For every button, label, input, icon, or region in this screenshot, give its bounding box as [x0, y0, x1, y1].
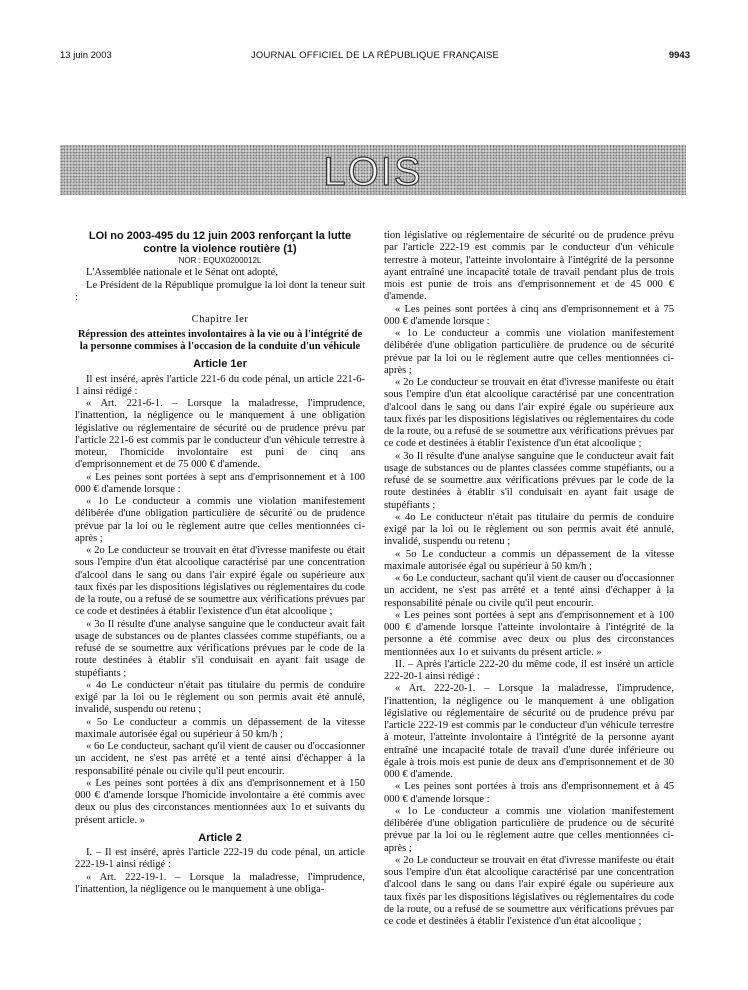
body-paragraph: « Art. 222-19-1. – Lorsque la maladresse, l'imprudence, l'inattention, la négligence ou le manquement à une obliga-: [75, 871, 365, 895]
page-header: [60, 50, 690, 64]
body-paragraph: « 2o Le conducteur se trouvait en état d'ivresse manifeste ou était sous l'empire d'un état alcoolique caractérisé par une concentration d'alcool dans le sang ou dans l'air expiré égale ou supérieure aux taux fixés par les dispositions législatives ou réglementaires du code de la route, ou a refusé de se soumettre aux vérifications prévues par ce code et destinées à établir l'existence d'un état alcoolique ;: [384, 377, 674, 450]
section-banner-label: LOIS: [323, 150, 423, 194]
column-left: [75, 230, 365, 896]
nor-reference: NOR : EQUX0200012L: [178, 256, 262, 265]
body-paragraph: Il est inséré, après l'article 221-6 du code pénal, un article 221-6-1 ainsi rédigé :: [75, 373, 365, 397]
journal-title: JOURNAL OFFICIEL DE LA RÉPUBLIQUE FRANÇAISE: [250, 50, 500, 61]
body-paragraph: « Les peines sont portées à cinq ans d'emprisonnement et à 75 000 € d'amende lorsque :: [384, 303, 674, 327]
body-paragraph: « 4o Le conducteur n'était pas titulaire du permis de conduire exigé par la loi ou le règlement ou son permis avait été annulé, invalidé, suspendu ou retenu ;: [75, 679, 365, 716]
chapter-label: Chapitre Ier: [191, 314, 249, 325]
body-paragraph: « Les peines sont portées à dix ans d'emprisonnement et à 150 000 € d'amende lorsque l'homicide involontaire a été commis avec deux ou plus des circonstances mentionnées aux 1o et suivants du présent article. »: [75, 777, 365, 826]
body-paragraph: I. – Il est inséré, après l'article 222-19 du code pénal, un article 222-19-1 ainsi rédigé :: [75, 847, 365, 871]
body-paragraph: « 1o Le conducteur a commis une violation manifestement délibérée d'une obligation particulière de prudence ou de sécurité prévue par la loi ou le règlement autre que celles mentionnées ci-après ;: [384, 805, 674, 854]
body-paragraph: « 2o Le conducteur se trouvait en état d'ivresse manifeste ou était sous l'empire d'un état alcoolique caractérisé par une concentration d'alcool dans le sang ou dans l'air expiré égale ou supérieure aux taux fixés par les dispositions législatives ou réglementaires du code de la route, ou a refusé de se soumettre aux vérifications prévues par ce code et destinées à établir l'existence d'un état alcoolique ;: [384, 854, 674, 927]
body-paragraph: « Les peines sont portées à trois ans d'emprisonnement et à 45 000 € d'amende lorsque :: [384, 781, 674, 805]
preamble-paragraph: Le Président de la République promulgue la loi dont la teneur suit :: [75, 279, 365, 303]
column-right: [384, 230, 674, 928]
body-paragraph: « 1o Le conducteur a commis une violation manifestement délibérée d'une obligation particulière de prudence ou de sécurité prévue par la loi ou le règlement autre que celles mentionnées ci-après ;: [384, 328, 674, 376]
body-paragraph: « Les peines sont portées à sept ans d'emprisonnement et à 100 000 € d'amende lorsque l'atteinte involontaire à l'intégrité de la personne a été commise avec deux ou plus des circonstances mentionnées aux 1o et suivants du présent article. »: [384, 609, 674, 658]
body-paragraph: « 3o Il résulte d'une analyse sanguine que le conducteur avait fait usage de substances ou de plantes classées comme stupéfiants, ou a refusé de se soumettre aux vérifications prévues par le code de la route destinées à établir s'il conduisait en ayant fait usage de stupéfiants ;: [75, 618, 365, 679]
body-paragraph: « Art. 222-20-1. – Lorsque la maladresse, l'imprudence, l'inattention, la négligence ou le manquement à une obligation législative ou réglementaire de sécurité ou de prudence prévu par l'article 222-19 est commis par le conducteur d'un véhicule terrestre à moteur, l'atteinte involontaire à l'intégrité de la personne ayant entraîné une incapacité totale de travail d'une durée inférieure ou égale à trois mois est punie de deux ans d'emprisonnement et de 30 000 € d'amende.: [384, 683, 674, 780]
body-paragraph: « 5o Le conducteur a commis un dépassement de la vitesse maximale autorisée égal ou supérieur à 50 km/h ;: [384, 548, 674, 572]
preamble-paragraph: L'Assemblée nationale et le Sénat ont adopté,: [86, 267, 278, 279]
body-paragraph: « 6o Le conducteur, sachant qu'il vient de causer ou d'occasionner un accident, ne s'est pas arrêté et a tenté ainsi d'échapper à la responsabilité pénale ou civile qu'il peut encourir.: [384, 573, 674, 609]
article-heading: Article 2: [198, 831, 242, 844]
chapter-title: Répression des atteintes involontaires à la vie ou à l'intégrité de la personne commises à l'occasion de la conduite d'un véhicule: [77, 329, 363, 353]
body-paragraph: « Les peines sont portées à sept ans d'emprisonnement et à 100 000 € d'amende lorsque :: [75, 471, 365, 495]
article-heading: Article 1er: [193, 358, 247, 371]
body-paragraph: « 2o Le conducteur se trouvait en état d'ivresse manifeste ou était sous l'empire d'un état alcoolique caractérisé par une concentration d'alcool dans le sang ou dans l'air expiré égale ou supérieure aux taux fixés par les dispositions législatives ou réglementaires du code de la route, ou a refusé de se soumettre aux vérifications prévues par ce code et destinées à établir l'existence d'un état alcoolique ;: [75, 545, 365, 618]
body-paragraph: « 4o Le conducteur n'était pas titulaire du permis de conduire exigé par la loi ou le règlement ou son permis avait été annulé, invalidé, suspendu ou retenu ;: [384, 511, 674, 548]
page-number: 9943: [668, 50, 690, 61]
section-banner: [60, 145, 686, 195]
body-paragraph: « 5o Le conducteur a commis un dépassement de la vitesse maximale autorisée égal ou supérieur à 50 km/h ;: [75, 716, 365, 740]
law-title: LOI no 2003-495 du 12 juin 2003 renforçant la lutte contre la violence routière (1): [88, 230, 352, 255]
body-paragraph: « Art. 221-6-1. – Lorsque la maladresse, l'imprudence, l'inattention, la négligence ou le manquement à une obligation législative ou réglementaire de sécurité ou de prudence prévu par l'article 221-6 est commis par le conducteur d'un véhicule terrestre à moteur, l'homicide involontaire est puni de cinq ans d'emprisonnement et de 75 000 € d'amende.: [75, 398, 365, 471]
body-paragraph: II. – Après l'article 222-20 du même code, il est inséré un article 222-20-1 ainsi rédigé :: [384, 658, 674, 682]
body-paragraph: « 6o Le conducteur, sachant qu'il vient de causer ou d'occasionner un accident, ne s'est pas arrêté et a tenté ainsi d'échapper à la responsabilité pénale ou civile qu'il peut encourir.: [75, 741, 365, 777]
body-paragraph: « 1o Le conducteur a commis une violation manifestement délibérée d'une obligation particulière de sécurité ou de prudence prévue par la loi ou le règlement autre que celles mentionnées ci-après ;: [75, 496, 365, 544]
header-date: 13 juin 2003: [60, 50, 112, 61]
body-paragraph: tion législative ou réglementaire de sécurité ou de prudence prévu par l'article 222-19 est commis par le conducteur d'un véhicule terrestre à moteur, l'atteinte involontaire à l'intégrité de la personne ayant entraîné une incapacité totale de travail pendant plus de trois mois est punie de trois ans d'emprisonnement et de 45 000 € d'amende.: [384, 230, 674, 303]
body-paragraph: « 3o Il résulte d'une analyse sanguine que le conducteur avait fait usage de substances ou de plantes classées comme stupéfiants, ou a refusé de se soumettre aux vérifications prévues par le code de la route destinées à établir s'il conduisait en ayant fait usage de stupéfiants ;: [384, 450, 674, 511]
